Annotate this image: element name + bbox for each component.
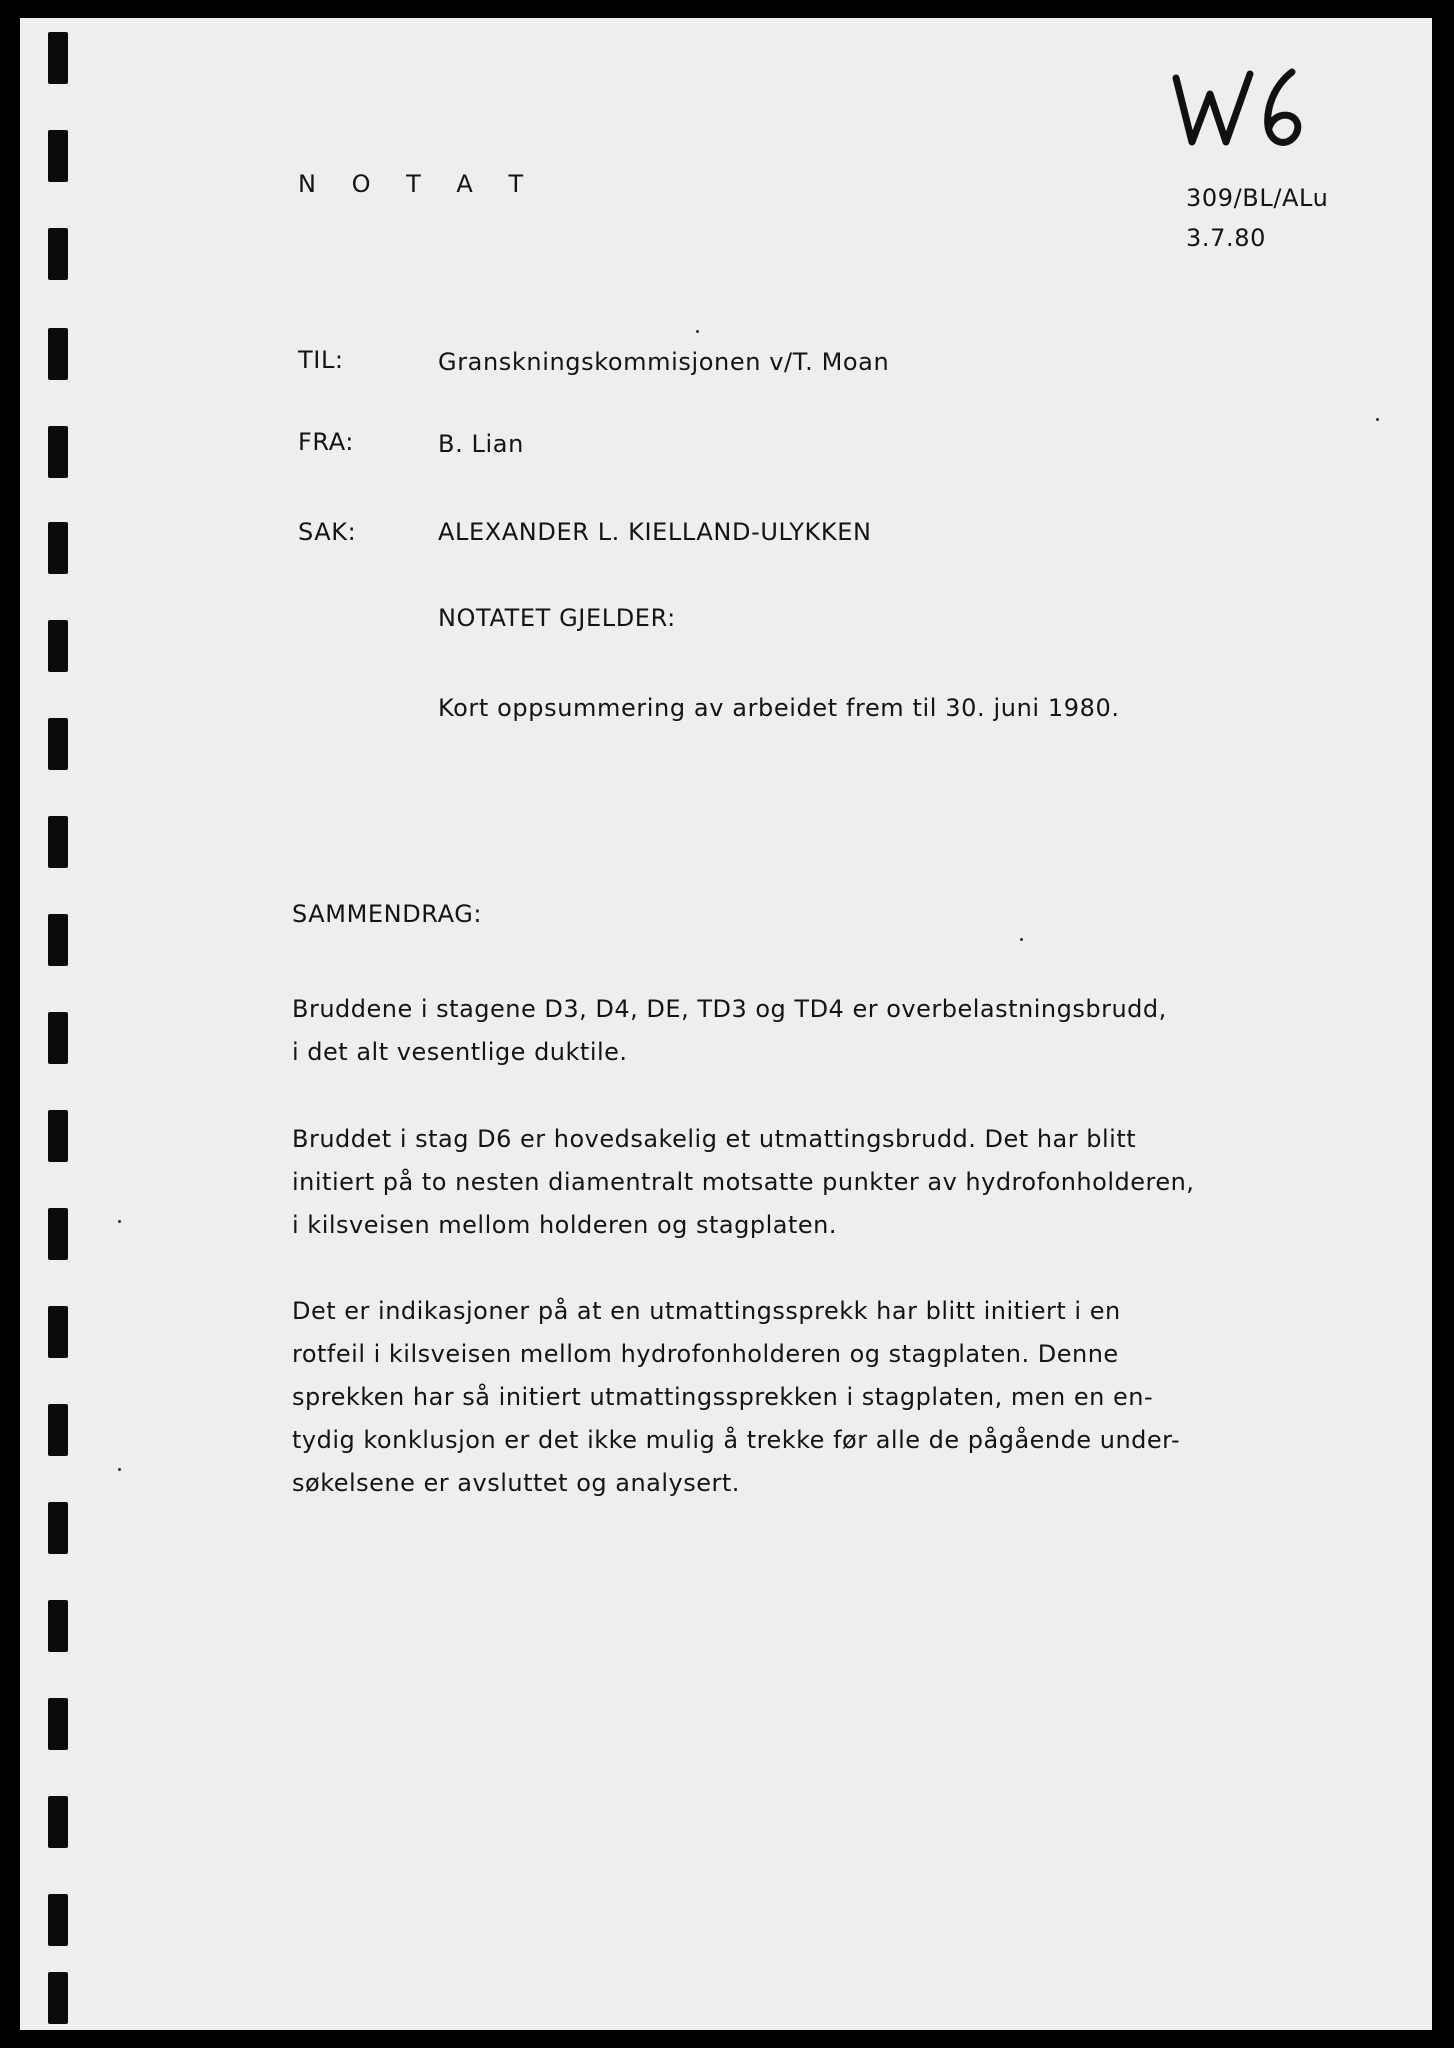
- text-line: i det alt vesentlige duktile.: [292, 1038, 628, 1066]
- text-line: Bruddet i stag D6 er hovedsakelig et utmattingsbrudd. Det har blitt: [292, 1125, 1137, 1153]
- binder-hole: [48, 1404, 68, 1456]
- binder-hole: [48, 328, 68, 380]
- reference-code: 309/BL/ALu: [1186, 184, 1329, 212]
- text-line: Bruddene i stagene D3, D4, DE, TD3 og TD4 er overbelastningsbrudd,: [292, 995, 1167, 1023]
- summary-heading: SAMMENDRAG:: [292, 900, 483, 928]
- scan-speck: [118, 1220, 121, 1223]
- binder-hole: [48, 1110, 68, 1162]
- fra-label: FRA:: [298, 428, 354, 456]
- text-line: Det er indikasjoner på at en utmattingssprekk har blitt initiert i en: [292, 1297, 1121, 1325]
- text-line: sprekken har så initiert utmattingssprekken i stagplaten, men en en-: [292, 1383, 1154, 1411]
- text-line: søkelsene er avsluttet og analysert.: [292, 1469, 740, 1497]
- document-page: [20, 18, 1432, 2030]
- sak-label: SAK:: [298, 518, 357, 546]
- gjelder-value: Kort oppsummering av arbeidet frem til 30. juni 1980.: [438, 694, 1120, 722]
- summary-paragraph-1: [292, 988, 1167, 1074]
- scan-speck: [1376, 418, 1379, 421]
- binder-hole: [48, 1012, 68, 1064]
- scan-speck: [1020, 938, 1023, 941]
- document-date: 3.7.80: [1186, 224, 1266, 252]
- binder-hole: [48, 620, 68, 672]
- sak-value: ALEXANDER L. KIELLAND-ULYKKEN: [438, 518, 872, 546]
- text-line: tydig konklusjon er det ikke mulig å trekke før alle de pågående under-: [292, 1426, 1181, 1454]
- binder-hole: [48, 228, 68, 280]
- summary-paragraph-3: [292, 1290, 1180, 1505]
- gjelder-label: NOTATET GJELDER:: [438, 604, 676, 632]
- document-title: N O T A T: [298, 170, 538, 198]
- binder-hole: [48, 816, 68, 868]
- handwritten-mark: [1170, 64, 1310, 154]
- binder-hole: [48, 1600, 68, 1652]
- scan-speck: [696, 330, 699, 333]
- binder-hole: [48, 1796, 68, 1848]
- scan-speck: [118, 1468, 121, 1471]
- binder-hole: [48, 1306, 68, 1358]
- binder-hole: [48, 32, 68, 84]
- text-line: initiert på to nesten diamentralt motsatte punkter av hydrofonholderen,: [292, 1168, 1195, 1196]
- binder-hole: [48, 1208, 68, 1260]
- binder-hole: [48, 1972, 68, 2024]
- summary-paragraph-2: [292, 1118, 1194, 1247]
- fra-value: B. Lian: [438, 430, 524, 458]
- text-line: i kilsveisen mellom holderen og stagplaten.: [292, 1211, 837, 1239]
- text-line: rotfeil i kilsveisen mellom hydrofonholderen og stagplaten. Denne: [292, 1340, 1119, 1368]
- binder-hole: [48, 522, 68, 574]
- binder-hole: [48, 1502, 68, 1554]
- binder-hole: [48, 426, 68, 478]
- til-value: Granskningskommisjonen v/T. Moan: [438, 348, 890, 376]
- binder-hole: [48, 1894, 68, 1946]
- til-label: TIL:: [298, 346, 344, 374]
- binder-hole: [48, 1698, 68, 1750]
- binder-hole: [48, 914, 68, 966]
- binder-hole: [48, 130, 68, 182]
- binder-hole: [48, 718, 68, 770]
